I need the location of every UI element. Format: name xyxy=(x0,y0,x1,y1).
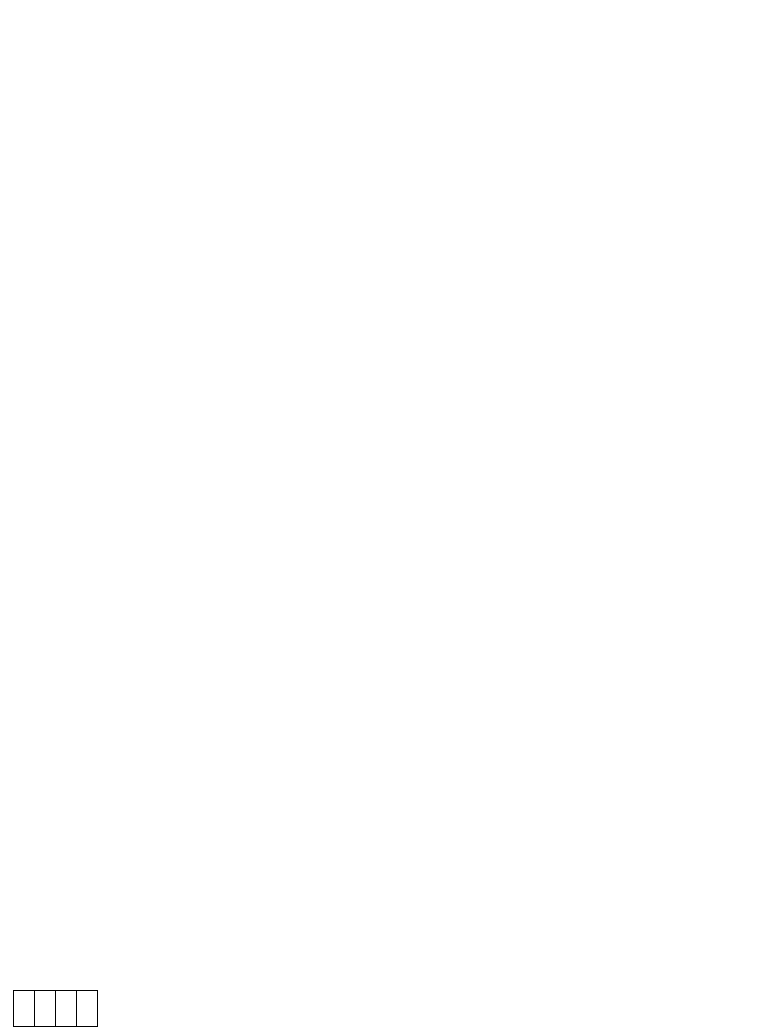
mini-table xyxy=(13,990,98,1027)
mini-cell xyxy=(35,991,56,1027)
mini-cell xyxy=(14,991,35,1027)
mini-cell xyxy=(56,991,77,1027)
mini-cell xyxy=(77,991,98,1027)
